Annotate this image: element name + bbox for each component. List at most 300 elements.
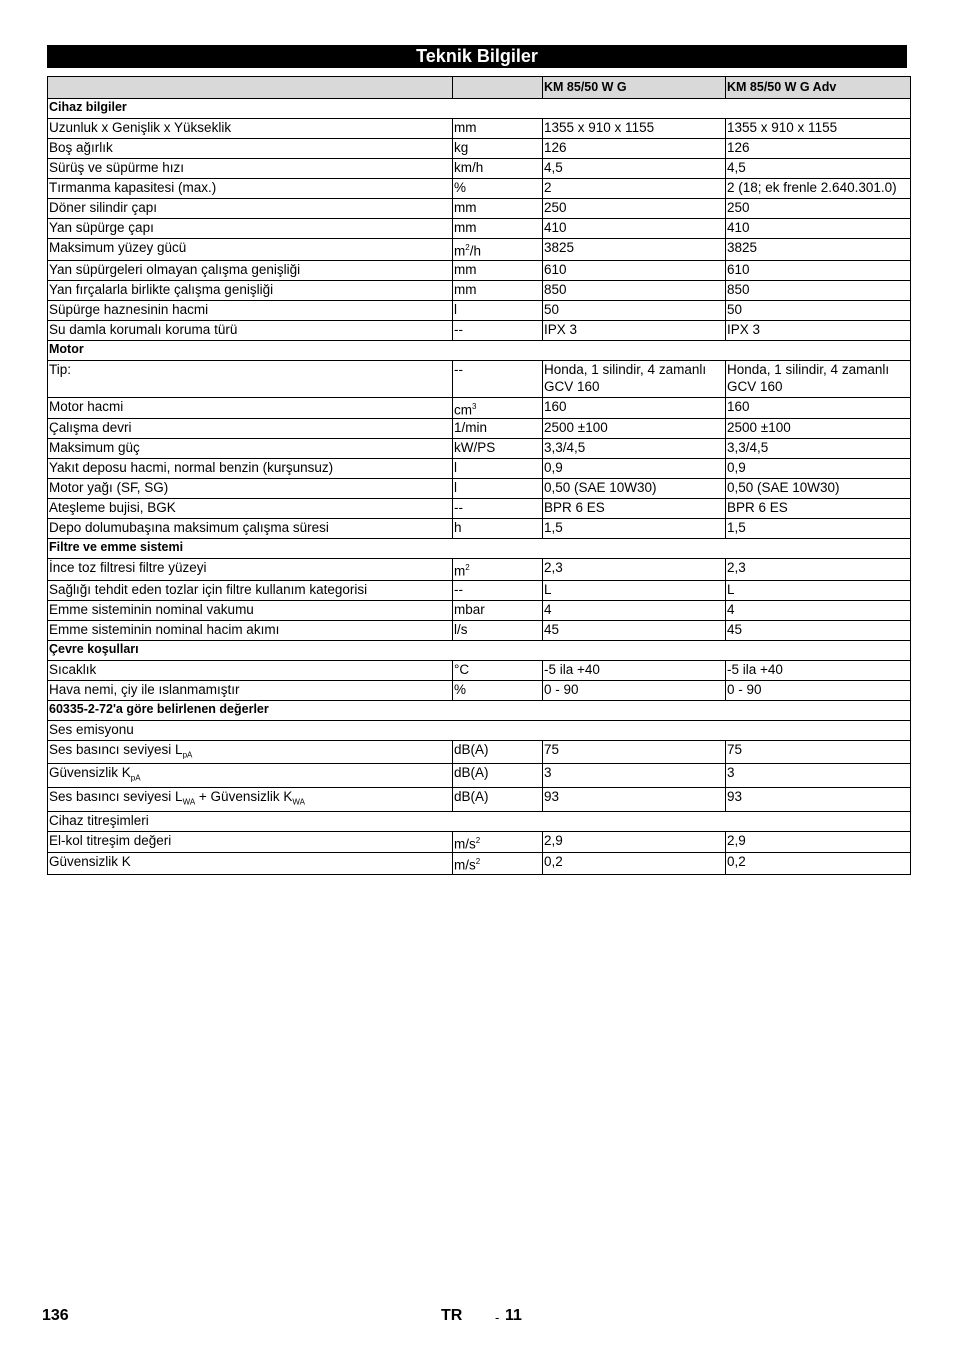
row-label [48,559,453,581]
row-unit [453,119,543,139]
row-label-text: Su damla korumalı koruma türü [49,321,238,337]
value-model-2 [726,397,911,419]
row-label-text: Sıcaklık [49,661,97,677]
row-label [48,360,453,397]
unit-text: % [454,180,467,195]
table-row [48,519,911,539]
value-model-1 [543,260,726,280]
row-label [48,580,453,600]
value-model-2 [726,479,911,499]
table-row [48,580,911,600]
value-text: 3825 [544,240,575,255]
table-header-row [48,77,911,99]
value-text-line-2: GCV 160 [544,378,600,394]
label-subscript: pA [130,773,141,783]
row-unit [453,831,543,853]
row-unit [453,580,543,600]
value-text: 0,50 (SAE 10W30) [544,480,657,495]
table-row [48,419,911,439]
value-model-2 [726,660,911,680]
value-model-2 [726,239,911,261]
row-label-text: Ateşleme bujisi, BGK [49,500,176,515]
value-text-line-2: GCV 160 [727,378,783,394]
value-model-2 [726,139,911,159]
value-text: 2 [544,180,552,195]
row-label-text: Maksimum güç [49,440,140,455]
unit-text: kg [454,140,469,155]
value-text: 0,2 [544,854,563,870]
subheading-row [48,720,911,740]
row-unit [453,199,543,219]
value-model-2 [726,680,911,700]
value-text: 160 [727,398,750,414]
value-model-2 [726,119,911,139]
spec-table-body [48,77,911,875]
value-model-1 [543,360,726,397]
value-text: 3,3/4,5 [727,440,769,455]
row-label [48,740,453,764]
unit-text: l [454,480,457,495]
unit-text: m [454,563,466,579]
row-unit [453,360,543,397]
row-label [48,179,453,199]
row-label-text: Cihaz bilgiler [49,100,127,114]
row-label-text: Süpürge haznesinin hacmi [49,301,209,317]
section-header-row [48,700,911,720]
value-model-1 [543,580,726,600]
value-text: 250 [544,200,567,215]
table-row [48,559,911,581]
table-row [48,620,911,640]
table-row [48,260,911,280]
value-model-2 [726,219,911,239]
value-text: 610 [727,261,750,277]
row-label-text: Yan fırçalarla birlikte çalışma genişliği [49,281,274,297]
value-text: IPX 3 [544,321,578,337]
table-row [48,360,911,397]
row-unit [453,439,543,459]
value-model-2 [726,300,911,320]
table-row [48,600,911,620]
row-label-text: Ses basıncı seviyesi L [49,741,183,757]
row-unit [453,680,543,700]
row-label-text: Boş ağırlık [49,140,113,155]
unit-text: m/s [454,857,476,873]
row-label-text: Sağlığı tehdit eden tozlar için filtre kullanım kategorisi [49,581,368,597]
value-model-1 [543,239,726,261]
table-row [48,479,911,499]
row-label-text: Emme sisteminin nominal hacim akımı [49,621,280,637]
value-model-1 [543,119,726,139]
value-model-2 [726,740,911,764]
value-text: 126 [727,140,750,155]
unit-superscript: 2 [465,563,470,572]
value-text: 3 [544,765,552,781]
value-model-1 [543,740,726,764]
value-model-2 [726,439,911,459]
label-subscript: WA [292,797,305,807]
row-label [48,280,453,300]
unit-text: -- [454,581,463,597]
table-row [48,179,911,199]
unit-text: mm [454,120,477,135]
row-label [48,439,453,459]
table-row [48,853,911,875]
value-model-1 [543,499,726,519]
value-model-1 [543,179,726,199]
value-text: Honda, 1 silindir, 4 zamanlı [544,361,707,377]
footer-dash: - [495,1310,500,1325]
table-row [48,660,911,680]
unit-text: l [454,301,457,317]
row-label-text: Motor hacmi [49,398,124,414]
row-unit [453,159,543,179]
value-model-1 [543,660,726,680]
value-model-1 [543,159,726,179]
unit-text: mm [454,200,477,215]
value-model-1 [543,787,726,811]
row-label [48,239,453,261]
value-model-2 [726,580,911,600]
row-label-text: Motor yağı (SF, SG) [49,480,169,495]
value-text: BPR 6 ES [727,500,788,515]
row-label-text: Güvensizlik K [49,765,131,781]
row-unit [453,740,543,764]
page-number: 136 [42,1307,69,1324]
value-model-1 [543,853,726,875]
value-model-2 [726,280,911,300]
value-model-2 [726,831,911,853]
row-unit [453,397,543,419]
value-text: 850 [544,281,567,297]
row-label-text: Sürüş ve süpürme hızı [49,160,185,175]
page-title: Teknik Bilgiler [47,45,907,68]
row-label-text: Döner silindir çapı [49,200,158,215]
value-text: 126 [544,140,567,155]
value-model-1 [543,764,726,788]
row-unit [453,559,543,581]
value-text: 410 [727,220,750,235]
unit-text: 1/min [454,420,488,435]
row-label [48,479,453,499]
unit-text: °C [454,661,470,677]
row-unit [453,139,543,159]
value-text: 2 (18; ek frenle 2.640.301.0) [727,180,897,195]
value-model-2 [726,360,911,397]
table-row [48,787,911,811]
subheading-row [48,811,911,831]
subheading-label [48,720,911,740]
section-title [48,539,911,559]
unit-text: kW/PS [454,440,496,455]
row-unit [453,853,543,875]
table-row [48,280,911,300]
row-label-text: Emme sisteminin nominal vakumu [49,601,254,617]
table-row [48,239,911,261]
header-cell-unit [453,77,543,99]
row-label [48,199,453,219]
value-model-1 [543,199,726,219]
value-text: 50 [544,301,560,317]
value-text: 75 [544,741,560,757]
row-label-text: Tırmanma kapasitesi (max.) [49,180,217,195]
row-label [48,300,453,320]
value-text: 160 [544,398,567,414]
unit-text: dB(A) [454,741,489,757]
value-model-2 [726,764,911,788]
value-model-1 [543,397,726,419]
header-cell-model-2: KM 85/50 W G Adv [726,77,911,99]
language-code: TR [441,1307,463,1324]
table-row [48,499,911,519]
value-text: 250 [727,200,750,215]
value-model-1 [543,219,726,239]
row-label [48,260,453,280]
unit-text: -- [454,361,463,377]
table-row [48,119,911,139]
row-label-text: Depo dolumubaşına maksimum çalışma süresi [49,520,329,535]
row-label [48,660,453,680]
row-unit [453,600,543,620]
unit-text: dB(A) [454,788,489,804]
subheading-label [48,811,911,831]
row-label [48,787,453,811]
value-model-1 [543,320,726,340]
value-text: 93 [544,788,560,804]
value-model-2 [726,519,911,539]
row-label [48,764,453,788]
row-label [48,397,453,419]
row-unit [453,459,543,479]
section-title [48,340,911,360]
value-text: 2,9 [544,832,563,848]
value-text: IPX 3 [727,321,761,337]
section-title [48,640,911,660]
row-unit [453,479,543,499]
header-cell-model-1: KM 85/50 W G [543,77,726,99]
row-unit [453,519,543,539]
value-text: 0,50 (SAE 10W30) [727,480,840,495]
row-label [48,831,453,853]
value-text: 4,5 [544,160,563,175]
table-row [48,159,911,179]
value-text: 93 [727,788,743,804]
unit-text: cm [454,402,472,417]
row-label [48,853,453,875]
row-label [48,519,453,539]
unit-text: mm [454,261,477,277]
table-row [48,320,911,340]
value-text: 50 [727,301,743,317]
row-label [48,620,453,640]
row-label-text: Ses basıncı seviyesi L [49,788,183,804]
unit-text: h [454,520,462,535]
header-cell-label [48,77,453,99]
row-unit [453,787,543,811]
row-label [48,499,453,519]
value-model-1 [543,620,726,640]
section-page-number: 11 [505,1307,522,1324]
row-label-text: Yan süpürgeleri olmayan çalışma genişliği [49,261,301,277]
row-label [48,219,453,239]
value-model-2 [726,159,911,179]
section-header-row [48,539,911,559]
row-label [48,119,453,139]
row-label [48,159,453,179]
value-text: Honda, 1 silindir, 4 zamanlı [727,361,890,377]
unit-suffix: /h [469,243,481,259]
unit-text: -- [454,321,463,337]
row-label [48,320,453,340]
unit-text: l [454,460,457,475]
value-text: 850 [727,281,750,297]
table-row [48,459,911,479]
section-header-row [48,99,911,119]
value-text: 0,2 [727,854,746,870]
row-label-text: Çalışma devri [49,420,132,435]
value-model-1 [543,600,726,620]
row-label [48,459,453,479]
section-title [48,99,911,119]
value-text: 1,5 [727,520,746,535]
value-model-1 [543,559,726,581]
value-text: 1,5 [544,520,563,535]
value-model-1 [543,439,726,459]
value-text: 0,9 [727,460,746,475]
value-text: 2,3 [727,560,746,575]
table-row [48,439,911,459]
value-model-1 [543,139,726,159]
value-model-2 [726,559,911,581]
unit-text: m [454,243,466,259]
value-text: 45 [727,621,743,637]
row-label-text: Maksimum yüzey gücü [49,240,187,255]
row-unit [453,300,543,320]
value-text: 4 [544,601,552,617]
value-text: 45 [544,621,560,637]
value-model-2 [726,499,911,519]
row-label-text: Motor [49,341,84,356]
value-text: 1355 x 910 x 1155 [544,120,655,135]
value-model-2 [726,620,911,640]
value-model-1 [543,459,726,479]
unit-superscript: 3 [472,401,477,411]
row-label-text: Yakıt deposu hacmi, normal benzin (kurşunsuz) [49,460,334,475]
value-text: BPR 6 ES [544,500,605,515]
value-text: 3825 [727,240,758,255]
value-text: -5 ila +40 [544,661,600,677]
value-model-1 [543,680,726,700]
spec-table [47,76,911,875]
value-text: 2,3 [544,560,563,575]
unit-text: mbar [454,601,485,617]
value-model-1 [543,419,726,439]
row-unit [453,764,543,788]
section-header-row [48,640,911,660]
unit-text: % [454,681,467,697]
value-text: 410 [544,220,567,235]
row-label-text: Tip: [49,361,72,377]
table-row [48,764,911,788]
row-label-text: 60335-2-72'a göre belirlenen değerler [49,701,269,716]
value-model-2 [726,419,911,439]
value-model-1 [543,479,726,499]
value-text: 3,3/4,5 [544,440,586,455]
value-text: 1355 x 910 x 1155 [727,120,838,135]
table-row [48,831,911,853]
row-label-text: Yan süpürge çapı [49,220,154,235]
row-unit [453,260,543,280]
unit-text: km/h [454,160,484,175]
value-text: 0,9 [544,460,563,475]
value-text: 2500 ±100 [727,420,791,435]
section-title [48,700,911,720]
row-label-text: Çevre koşulları [49,641,139,656]
value-text: 4 [727,601,735,617]
unit-superscript: 2 [475,857,481,867]
value-model-1 [543,300,726,320]
row-label [48,419,453,439]
value-model-1 [543,831,726,853]
row-label-text: Cihaz titreşimleri [49,812,149,828]
value-model-2 [726,787,911,811]
table-row [48,139,911,159]
row-unit [453,419,543,439]
unit-superscript: 2 [465,243,470,252]
row-label [48,680,453,700]
unit-superscript: 2 [475,835,481,845]
value-model-2 [726,320,911,340]
value-model-1 [543,280,726,300]
value-text: L [544,581,552,597]
unit-text: m/s [454,836,476,852]
value-model-1 [543,519,726,539]
value-model-2 [726,199,911,219]
row-unit [453,219,543,239]
value-model-2 [726,179,911,199]
value-model-2 [726,260,911,280]
row-label-text: İnce toz filtresi filtre yüzeyi [49,560,207,575]
value-model-2 [726,600,911,620]
value-model-2 [726,853,911,875]
value-text: 75 [727,741,743,757]
value-text: L [727,581,735,597]
value-text: -5 ila +40 [727,661,783,677]
row-unit [453,660,543,680]
row-unit [453,499,543,519]
table-row [48,219,911,239]
table-row [48,397,911,419]
row-unit [453,320,543,340]
row-label [48,600,453,620]
value-text: 3 [727,765,735,781]
unit-text: dB(A) [454,765,489,781]
row-label [48,139,453,159]
value-text: 4,5 [727,160,746,175]
value-model-2 [726,459,911,479]
table-row [48,199,911,219]
label-subscript: pA [182,750,193,760]
row-unit [453,239,543,261]
value-text: 0 - 90 [727,681,762,697]
row-unit [453,179,543,199]
table-row [48,300,911,320]
table-row [48,740,911,764]
row-label-text: Uzunluk x Genişlik x Yükseklik [49,120,232,135]
label-continuation: + Güvensizlik K [195,788,293,804]
unit-text: mm [454,281,477,297]
row-label-text: Ses emisyonu [49,721,134,737]
